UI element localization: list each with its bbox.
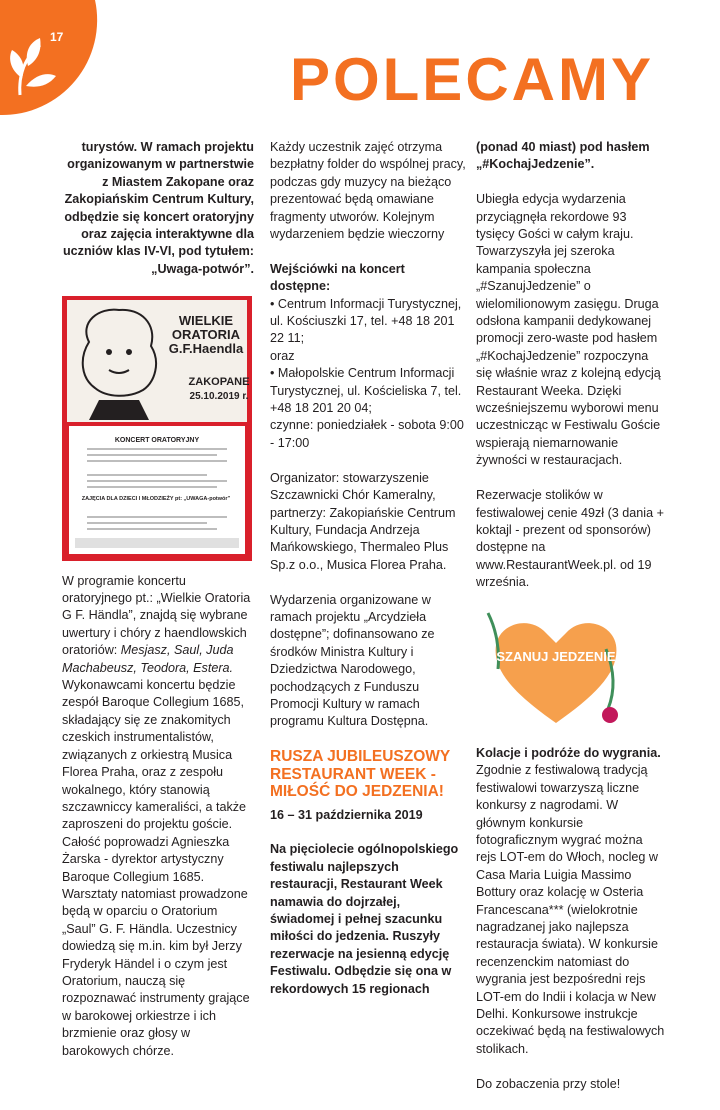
prizes-heading: Kolacje i podróże do wygrania. [476, 745, 661, 760]
poster-city: ZAKOPANE [188, 375, 250, 388]
poster-date: 25.10.2019 r. [189, 390, 249, 402]
poster-workshop-label: ZAJĘCIA DLA DZIECI I MŁODZIEŻY pt: „UWAGA-potwór” [81, 495, 231, 502]
tickets-hours: czynne: poniedziałek - sobota 9:00 - 17:00 [270, 418, 464, 450]
poster-info-panel [69, 426, 245, 554]
logo-text: SZANUJ JEDZENIE [496, 648, 616, 664]
last-edition-paragraph: Ubiegła edycja wydarzenia przyciągnęła rekordowe 93 tysięcy Gości w całym kraju. Towarzyszyła jej szeroka kampania społeczna „#SzanujJedzenie” o wielomilionowym zasięgu. Druga odsłona kampanii dedykowanej promocji zero-waste pod hasłem „#KochajJedzenie” rozpoczyna się właśnie wraz z kolejną edycją Restaurant Weeka. Dzięki wcześniejszemu wyborowi menu uczestnicząc w Festiwalu Goście wspierają niemarnowanie żywności w restauracjach. [476, 192, 661, 468]
poster-text-line [87, 516, 227, 518]
poster-text-line [87, 448, 227, 450]
poster-text-line [87, 486, 217, 488]
poster-text-line [87, 522, 207, 524]
restaurant-week-dates: 16 – 31 października 2019 [270, 807, 423, 822]
restaurant-week-heading: RUSZA JUBILEUSZOWY RESTAURANT WEEK - MIŁOŚĆ DO JEDZENIA! [270, 748, 450, 801]
intro-paragraph: turystów. W ramach projektu organizowanym w partnerstwie z Miastem Zakopane oraz Zakopiańskim Centrum Kultury, odbędzie się koncert oratoryjny oraz zajęcia interaktywne dla uczniów klas IV-VI, pod tytułem: „Uwaga-potwór”. [62, 140, 254, 276]
poster-text-line [87, 480, 227, 482]
closing-line: Do zobaczenia przy stole! [476, 1076, 621, 1091]
composer-portrait-icon [69, 302, 169, 420]
tickets-location-1: • Centrum Informacji Turystycznej, ul. Kościuszki 17, tel. +48 18 201 22 11; [270, 296, 462, 346]
poster-text-line [87, 528, 217, 530]
contest-paragraph: Zgodnie z festiwalową tradycją festiwalowi towarzyszą liczne konkursy z nagrodami. W głównym konkursie fotograficznym wygrać można rejs LOT-em do Włoch, nocleg w Casa Maria Luigia Massimo Bottury oraz kolację w Osteria Francescana*** (wielokrotnie nagradzanej jako najlepsza restauracja świata). W konkursie recenzenckim natomiast do wygrania jest bezpośredni rejs LOT-em do Indii i kolacja w New Delhi. Konkursowe instrukcje oczekiwać będą na festiwalowych stolikach. [476, 763, 665, 1056]
column-1 [62, 139, 254, 1077]
organizer-paragraph: Organizator: stowarzyszenie Szczawnicki Chór Kameralny, partnerzy: Zakopiańskie Centrum Kultury, Fundacja Andrzeja Mańkowskiego, Thermaleo Plus Sp.z o.o., Musica Florea Praha. [270, 470, 456, 572]
poster-text-line [87, 454, 217, 456]
column-2 [270, 139, 466, 1016]
corner-leaf-logo [0, 0, 120, 120]
restaurant-week-lead: Na pięciolecie ogólnopolskiego festiwalu najlepszych restauracji, Restaurant Week namawia do dojrzałej, świadomej i pełnej szacunku miłości do jedzenia. Ruszyły rezerwacje na jesienną edycję Festiwalu. Odbędzie się ona w rekordowych 15 regionach [270, 842, 459, 996]
concert-program-text-rest: Wykonawcami koncertu będzie zespół Baroque Collegium 1685, składający się ze znakomitych czeskich instrumentalistów, związanych z orkiestrą Musica Florea Praha, oraz z zespołu wokalnego, który stanowią szczawniccy kameraliści, a także zaproszeni do projektu goście. Całość poprowadzi Agnieszka Żarska - dyrektor artystyczny Baroque Collegium 1685. Warsztaty natomiast prowadzone będą w oparciu o Oratorium „Saul” G. F. Händla. Uczestnicy dowiedzą się m.in. kim był Jerzy Fryderyk Händel i o czym jest Oratorium, nauczą się rozpoznawać instrumenty grające w barokowej orkiestrze i ich brzmienie oraz głosy w barokowych chórze. [62, 678, 250, 1058]
tickets-or: oraz [270, 348, 295, 363]
reservation-paragraph: Rezerwacje stolików w festiwalowej cenie 49zł (3 dania + koktajl - prezent od sponsorów) dostępne na www.RestaurantWeek.pl. od 19 września. [476, 488, 664, 590]
tickets-location-2: • Małopolskie Centrum Informacji Turystycznej, ul. Kościeliska 7, tel. +48 18 201 20 04; [270, 366, 462, 416]
concert-poster [62, 296, 252, 561]
oratorio-titles: Mesjasz, Saul, Juda Machabeusz, Teodora, Estera. [62, 643, 234, 675]
column-3 [476, 139, 666, 1110]
section-headline: POLECAMY [289, 46, 654, 113]
poster-illustration [67, 300, 250, 422]
poster-text-line [87, 460, 227, 462]
poster-text-line [87, 474, 207, 476]
szanuj-jedzenie-heart-logo [486, 609, 626, 729]
poster-title: WIELKIE ORATORIA G.F.Haendla [168, 312, 244, 356]
hashtag-paragraph: (ponad 40 miast) pod hasłem „#KochajJedzenie”. [476, 140, 650, 172]
tickets-heading: Wejściówki na koncert dostępne: [270, 261, 405, 294]
poster-concert-label: KONCERT ORATORYJNY [114, 436, 200, 444]
page-number: 17 [50, 30, 64, 44]
workshop-paragraph: Każdy uczestnik zajęć otrzyma bezpłatny folder do wspólnej pracy, podczas gdy muzycy na bieżąco prezentować będą omawiane fragmenty utworów. Kolejnym wydarzeniem będzie wieczorny [270, 140, 466, 242]
concert-program-paragraph [62, 573, 254, 1060]
concert-program-text: W programie koncertu oratoryjnego pt.: „Wielkie Oratoria G F. Händla”, znajdą się wybrane uwertury i chóry z haendlowskich oratoriów: [62, 573, 251, 658]
funding-paragraph: Wydarzenia organizowane w ramach projektu „Arcydzieła dostępne”; dofinansowano ze środków Ministra Kultury i Dziedzictwa Narodowego, pochodzących z Funduszu Promocji Kultury w ramach programu Kultura Dostępna. [270, 592, 435, 729]
poster-logos-strip [75, 538, 239, 548]
